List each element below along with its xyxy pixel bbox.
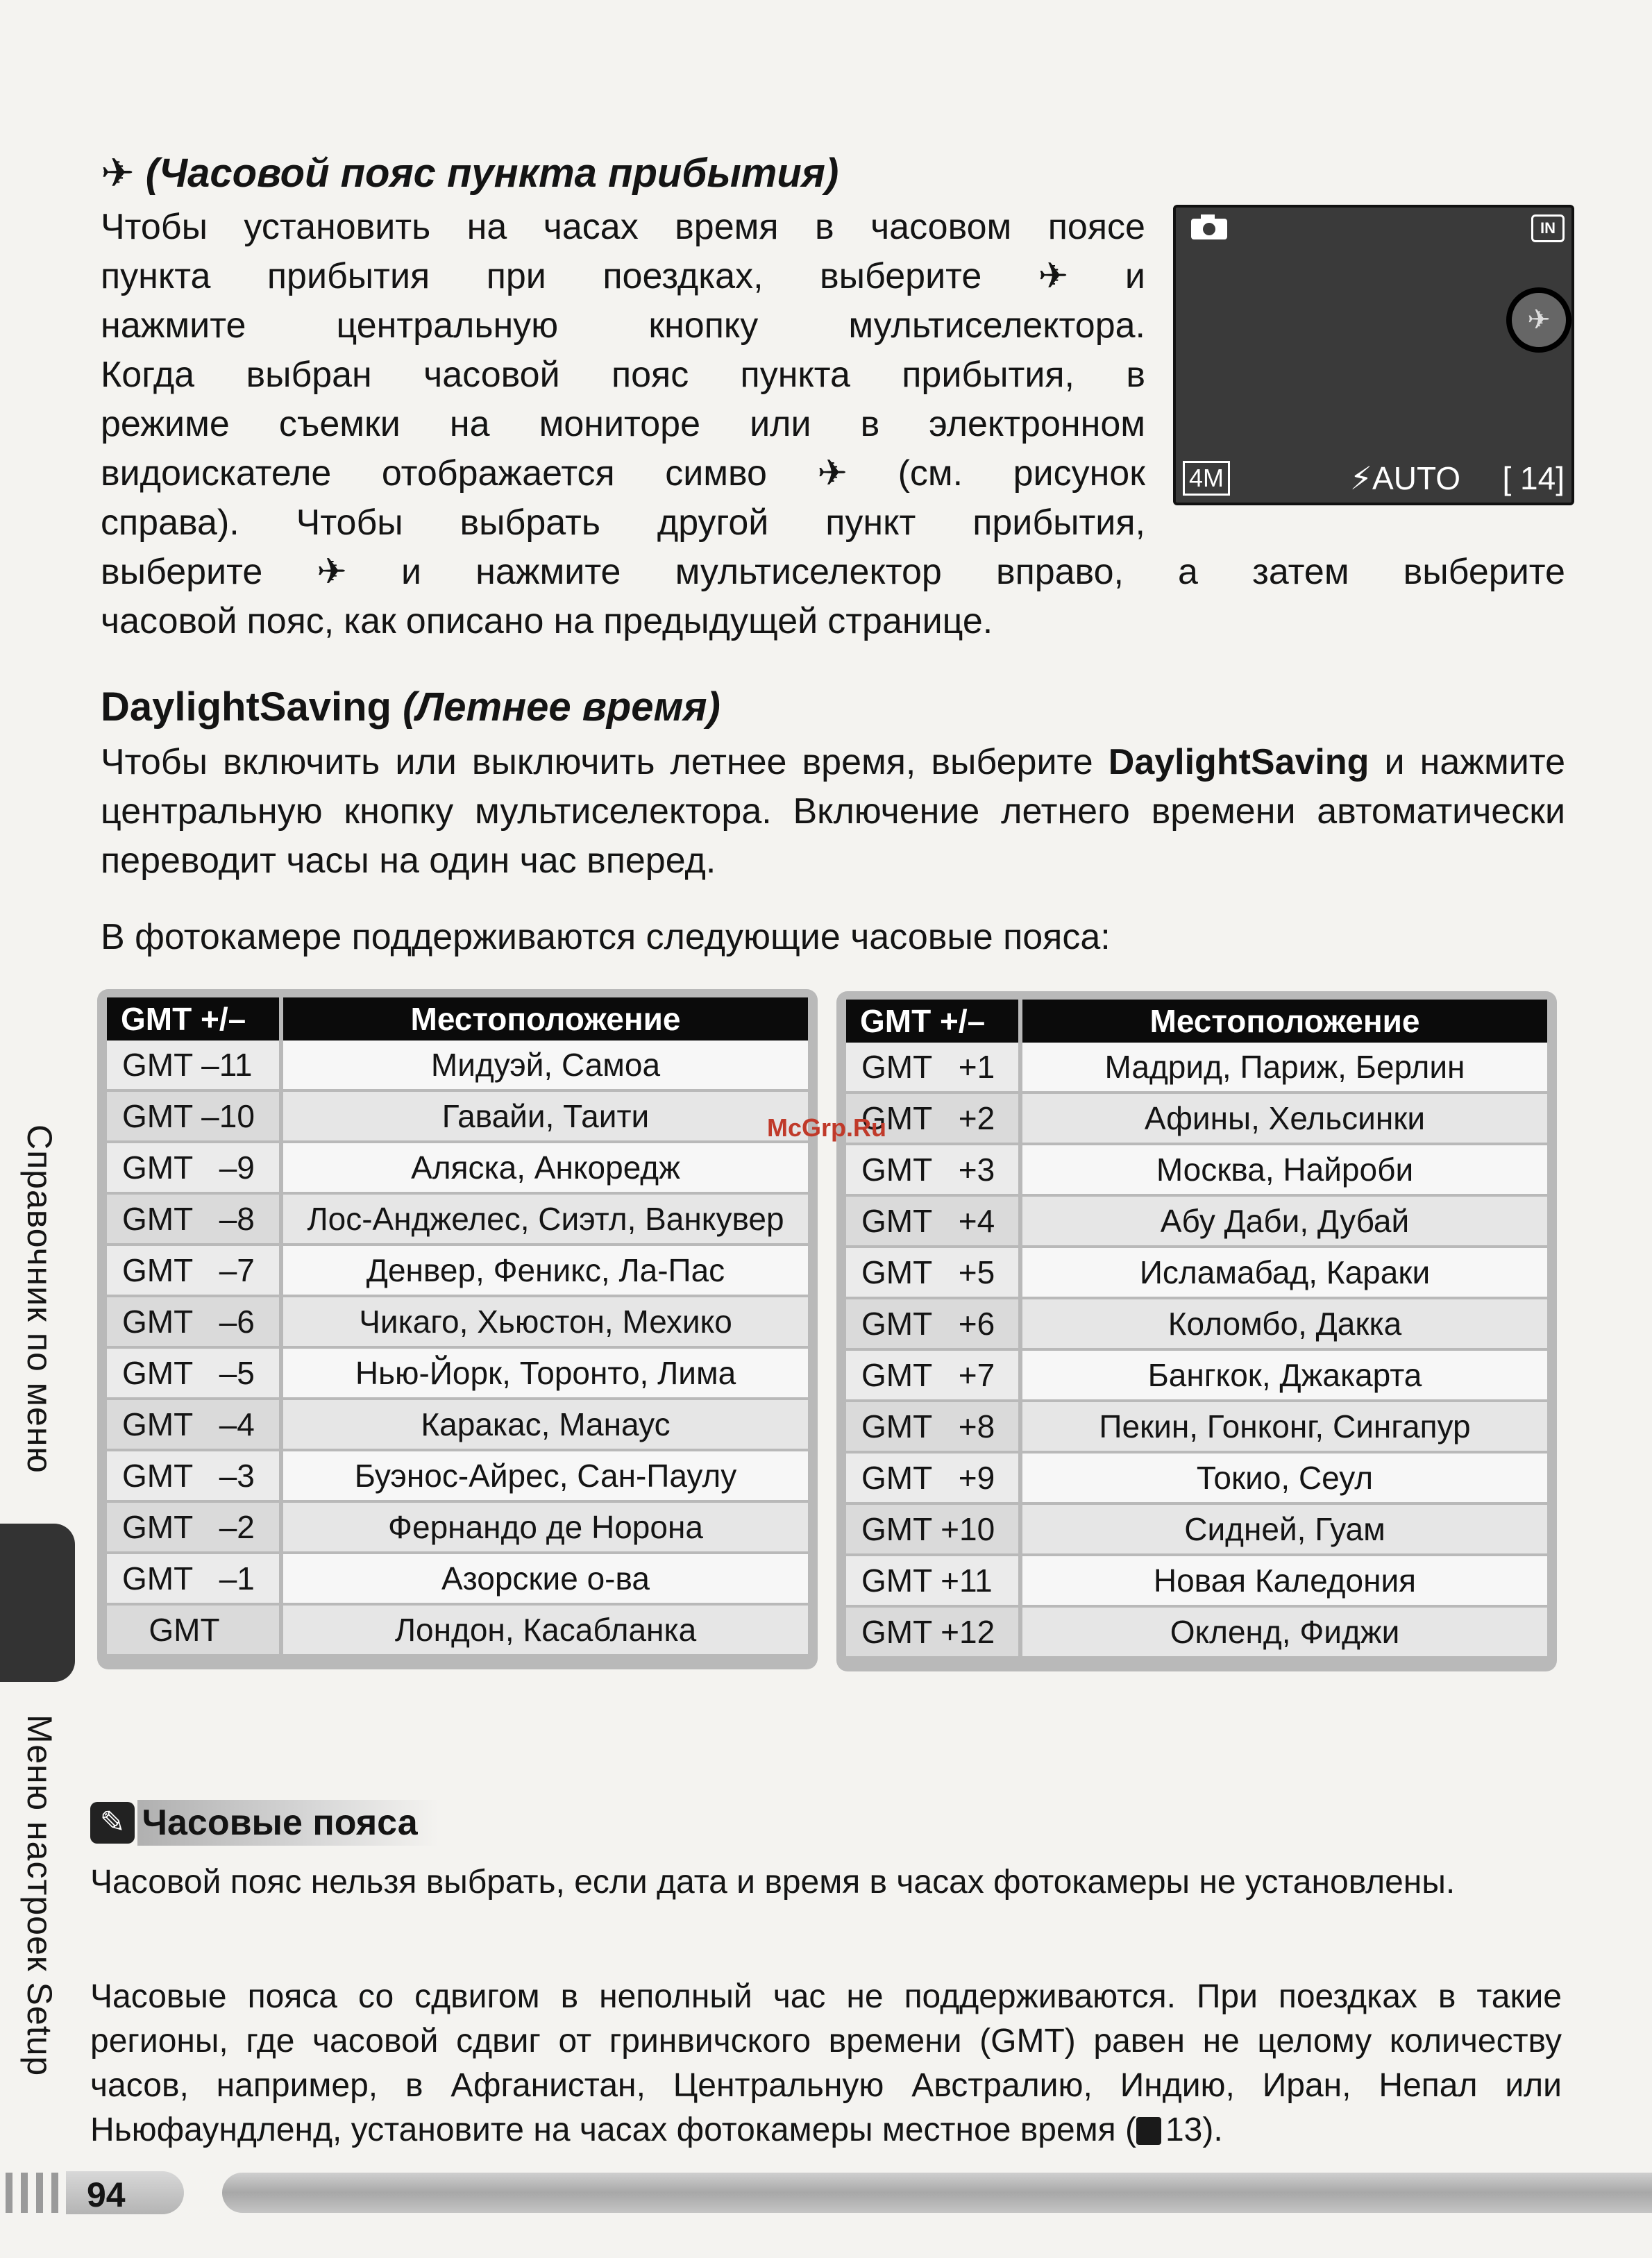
paragraph-word: пояс, [246,601,335,641]
footer-bar [222,2173,1652,2213]
heading-destination-text: (Часовой пояс пункта прибытия) [145,151,839,196]
paragraph-word: пункта [740,355,850,395]
page-reference-number: 13 [1165,2112,1203,2148]
airplane-icon: ✈ [317,552,347,592]
paragraph-word: часовой [423,355,560,395]
paragraph-word: мультиселектора. [848,305,1145,346]
location-cell: Мидуэй, Самоа [283,1040,808,1092]
footer-stripe [51,2173,58,2213]
location-cell: Каракас, Манаус [283,1400,808,1451]
page-number: 94 [87,2175,126,2214]
page-reference-icon [1136,2117,1161,2145]
table-row [107,1143,808,1195]
flash-mode [1350,460,1460,497]
paragraph-line [101,252,1145,301]
camera-status-bar [1183,458,1565,497]
paragraph-word: в [860,404,880,444]
side-label-reference: Справочник по меню [20,1124,59,1474]
gmt-offset-cell: GMT –9 [107,1143,283,1195]
location-cell: Лос-Анджелес, Сиэтл, Ванкувер [283,1195,808,1246]
gmt-offset-cell: GMT –3 [107,1451,283,1503]
footer-stripe [36,2173,43,2213]
side-tab-marker [0,1524,75,1682]
table-row [846,1248,1547,1299]
table-row [846,1145,1547,1197]
table-row [107,1606,808,1657]
paragraph-word: затем [1252,552,1349,592]
footer-stripe [6,2173,12,2213]
flash-mode-label: AUTO [1372,460,1460,496]
gmt-offset-cell: GMT –2 [107,1503,283,1554]
gmt-offset-cell: GMT +2 [846,1094,1022,1145]
location-cell: Мадрид, Париж, Берлин [1022,1043,1547,1094]
location-cell: Окленд, Фиджи [1022,1608,1547,1659]
paragraph-word: Чтобы [101,207,208,247]
camera-monitor-illustration [1173,205,1574,505]
pencil-note-icon: ✎ [90,1802,135,1844]
gmt-offset-cell: GMT –5 [107,1349,283,1400]
paragraph-word: или [750,404,811,444]
gmt-offset-cell: GMT +11 [846,1556,1022,1608]
paragraph-line [101,351,1145,400]
daylight-title-bold: DaylightSaving [101,684,391,730]
table-row [846,1043,1547,1094]
table-row [107,1400,808,1451]
table-row [846,1556,1547,1608]
page-number-pill [66,2171,184,2214]
paragraph-word: на [553,601,594,641]
table-row [846,1197,1547,1248]
paragraph-word: электронном [929,404,1145,444]
paragraph-word: прибытия, [902,355,1075,395]
paragraph-word: в [814,207,834,247]
paragraph-word: кнопку [648,305,759,346]
table-row [846,1402,1547,1454]
paragraph-word: как [344,601,396,641]
table-row [846,1299,1547,1351]
paragraph-word: нажмите [475,552,621,592]
gmt-offset-cell: GMT +9 [846,1454,1022,1505]
location-cell: Пекин, Гонконг, Сингапур [1022,1402,1547,1454]
gmt-offset-cell: GMT –8 [107,1195,283,1246]
paragraph-word: выберите [1403,552,1565,592]
table-row [846,1505,1547,1556]
travel-destination-icon: ✈ [1506,287,1571,353]
location-cell: Токио, Сеул [1022,1454,1547,1505]
table-row [846,1351,1547,1402]
column-header-gmt: GMT +/– [107,997,283,1040]
location-cell: Буэнос-Айрес, Сан-Паулу [283,1451,808,1503]
table-row [107,1349,808,1400]
gmt-offset-cell: GMT [107,1606,283,1657]
location-cell: Новая Каледония [1022,1556,1547,1608]
location-cell: Гавайи, Таити [283,1092,808,1143]
paragraph-word: и [1124,256,1145,296]
paragraph-word: выберите [101,552,263,592]
location-cell: Фернандо де Норона [283,1503,808,1554]
paragraph-line [101,449,1145,498]
section-heading-daylight [101,684,720,730]
paragraph-word: Чтобы [296,503,403,543]
airplane-icon: ✈ [101,151,135,196]
paragraph-word: часовой [101,601,237,641]
gmt-offset-cell: GMT –7 [107,1246,283,1297]
location-cell: Абу Даби, Дубай [1022,1197,1547,1248]
paragraph-word: пункт [825,503,916,543]
timezone-table-right [836,991,1557,1671]
daylight-title-italic: (Летнее время) [403,684,720,730]
note-text-end: ). [1202,2112,1223,2148]
paragraph-word: а [1178,552,1198,592]
table-row [846,1094,1547,1145]
paragraph-word: установить [244,207,431,247]
paragraph-line [101,400,1145,449]
paragraph-word: симво [665,453,767,494]
gmt-offset-cell: GMT +6 [846,1299,1022,1351]
paragraph-word: выберите [820,256,982,296]
table-row [107,1451,808,1503]
paragraph-line [101,597,1565,646]
note-heading [90,1802,576,1851]
gmt-offset-cell: GMT +12 [846,1608,1022,1659]
side-label-setup-menu: Меню настроек Setup [20,1714,59,2077]
paragraph-word: выбрать [460,503,600,543]
location-cell: Сидней, Гуам [1022,1505,1547,1556]
paragraph-word: на [466,207,507,247]
column-header-location: Местоположение [1022,1000,1547,1043]
location-cell: Азорские о-ва [283,1554,808,1606]
paragraph-word: видоискателе [101,453,332,494]
daylight-paragraph [101,738,1565,886]
paragraph-word: прибытия, [972,503,1145,543]
table-row [846,1608,1547,1659]
paragraph-word: в [1126,355,1145,395]
table-row [107,1554,808,1606]
gmt-offset-cell: GMT +4 [846,1197,1022,1248]
paragraph-line [101,301,1145,351]
paragraph-word: другой [657,503,769,543]
internal-memory-icon: IN [1531,214,1565,242]
paragraph-word: предыдущей [603,601,818,641]
location-cell: Исламабад, Караки [1022,1248,1547,1299]
paragraph-word: режиме [101,404,230,444]
section-heading-destination [101,149,838,196]
paragraph-word: выбран [246,355,372,395]
table-row [107,1297,808,1349]
table-row [107,1246,808,1297]
paragraph-word: странице. [827,601,993,641]
gmt-offset-cell: GMT +1 [846,1043,1022,1094]
gmt-offset-cell: GMT +8 [846,1402,1022,1454]
paragraph-word: мониторе [539,404,700,444]
table-row [107,1040,808,1092]
paragraph-word: пояс [611,355,689,395]
camera-icon [1190,213,1231,241]
paragraph-word: поездках, [602,256,764,296]
gmt-offset-cell: GMT +3 [846,1145,1022,1197]
image-size-badge: 4M [1183,461,1230,496]
paragraph-line [101,203,1145,252]
paragraph-word: пункта [101,256,211,296]
note-title: Часовые пояса [137,1800,438,1846]
gmt-offset-cell: GMT +10 [846,1505,1022,1556]
paragraph-word: центральную [336,305,559,346]
flash-icon: ⚡ [1349,460,1373,496]
location-cell: Чикаго, Хьюстон, Мехико [283,1297,808,1349]
column-header-location: Местоположение [283,997,808,1040]
watermark: McGrp.Ru [767,1113,887,1142]
paragraph-word: время [675,207,779,247]
gmt-offset-cell: GMT –1 [107,1554,283,1606]
location-cell: Аляска, Анкоредж [283,1143,808,1195]
paragraph-word: съемки [278,404,401,444]
note-paragraph-1: Часовой пояс нельзя выбрать, если дата и время в часах фотокамеры не установлены. [90,1864,1456,1901]
location-cell: Афины, Хельсинки [1022,1094,1547,1145]
airplane-icon: ✈ [1038,256,1069,296]
table-row [107,1503,808,1554]
airplane-icon: ✈ [817,453,848,494]
paragraph-line [101,498,1145,548]
paragraph-word: прибытия [267,256,430,296]
paragraph-word: на [449,404,490,444]
daylight-text-bold: DaylightSaving [1108,742,1369,782]
paragraph-word: поясе [1047,207,1145,247]
location-cell: Нью-Йорк, Торонто, Лима [283,1349,808,1400]
paragraph-word: Когда [101,355,195,395]
column-header-gmt: GMT +/– [846,1000,1022,1043]
shots-remaining: [ 14] [1502,460,1565,496]
gmt-offset-cell: GMT –10 [107,1092,283,1143]
gmt-offset-cell: GMT –11 [107,1040,283,1092]
paragraph-word: мультиселектор [675,552,942,592]
location-cell: Коломбо, Дакка [1022,1299,1547,1351]
paragraph-line [101,548,1565,597]
daylight-text-after: и нажмите центральную кнопку мультиселектора. Включение летнего времени автоматически переводит часы на один час вперед. [101,742,1565,881]
paragraph-word: справа). [101,503,239,543]
daylight-text-before: Чтобы включить или выключить летнее время, выберите [101,742,1109,782]
paragraph-word: при [486,256,546,296]
paragraph-word: описано [405,601,544,641]
table-row [846,1454,1547,1505]
table-row [107,1195,808,1246]
location-cell: Москва, Найроби [1022,1145,1547,1197]
location-cell: Бангкок, Джакарта [1022,1351,1547,1402]
footer-stripe [21,2173,28,2213]
gmt-offset-cell: GMT –6 [107,1297,283,1349]
paragraph-word: часовом [870,207,1012,247]
paragraph-word: отображается [381,453,615,494]
paragraph-word: часах [543,207,639,247]
paragraph-word: (см. [897,453,963,494]
paragraph-word: вправо, [995,552,1124,592]
paragraph-word: нажмите [101,305,246,346]
gmt-offset-cell: GMT +5 [846,1248,1022,1299]
paragraph-word: рисунок [1013,453,1145,494]
location-cell: Денвер, Феникс, Ла-Пас [283,1246,808,1297]
note-text: Часовые пояса со сдвигом в неполный час не поддерживаются. При поездках в такие регионы, где часовой сдвиг от гринвичского времени (GMT) равен не целому количеству часов, например, в Афганистан, Центральную Австралию, Индию, Иран, Непал или Ньюфаундленд, установите на часах фотокамеры местное время ( [90,1978,1562,2148]
gmt-offset-cell: GMT –4 [107,1400,283,1451]
timezone-table-left [97,989,818,1669]
location-cell: Лондон, Касабланка [283,1606,808,1657]
note-paragraph-2 [90,1975,1562,2152]
supported-zones-intro: В фотокамере поддерживаются следующие часовые пояса: [101,917,1111,957]
table-row [107,1092,808,1143]
gmt-offset-cell: GMT +7 [846,1351,1022,1402]
paragraph-word: и [401,552,422,592]
